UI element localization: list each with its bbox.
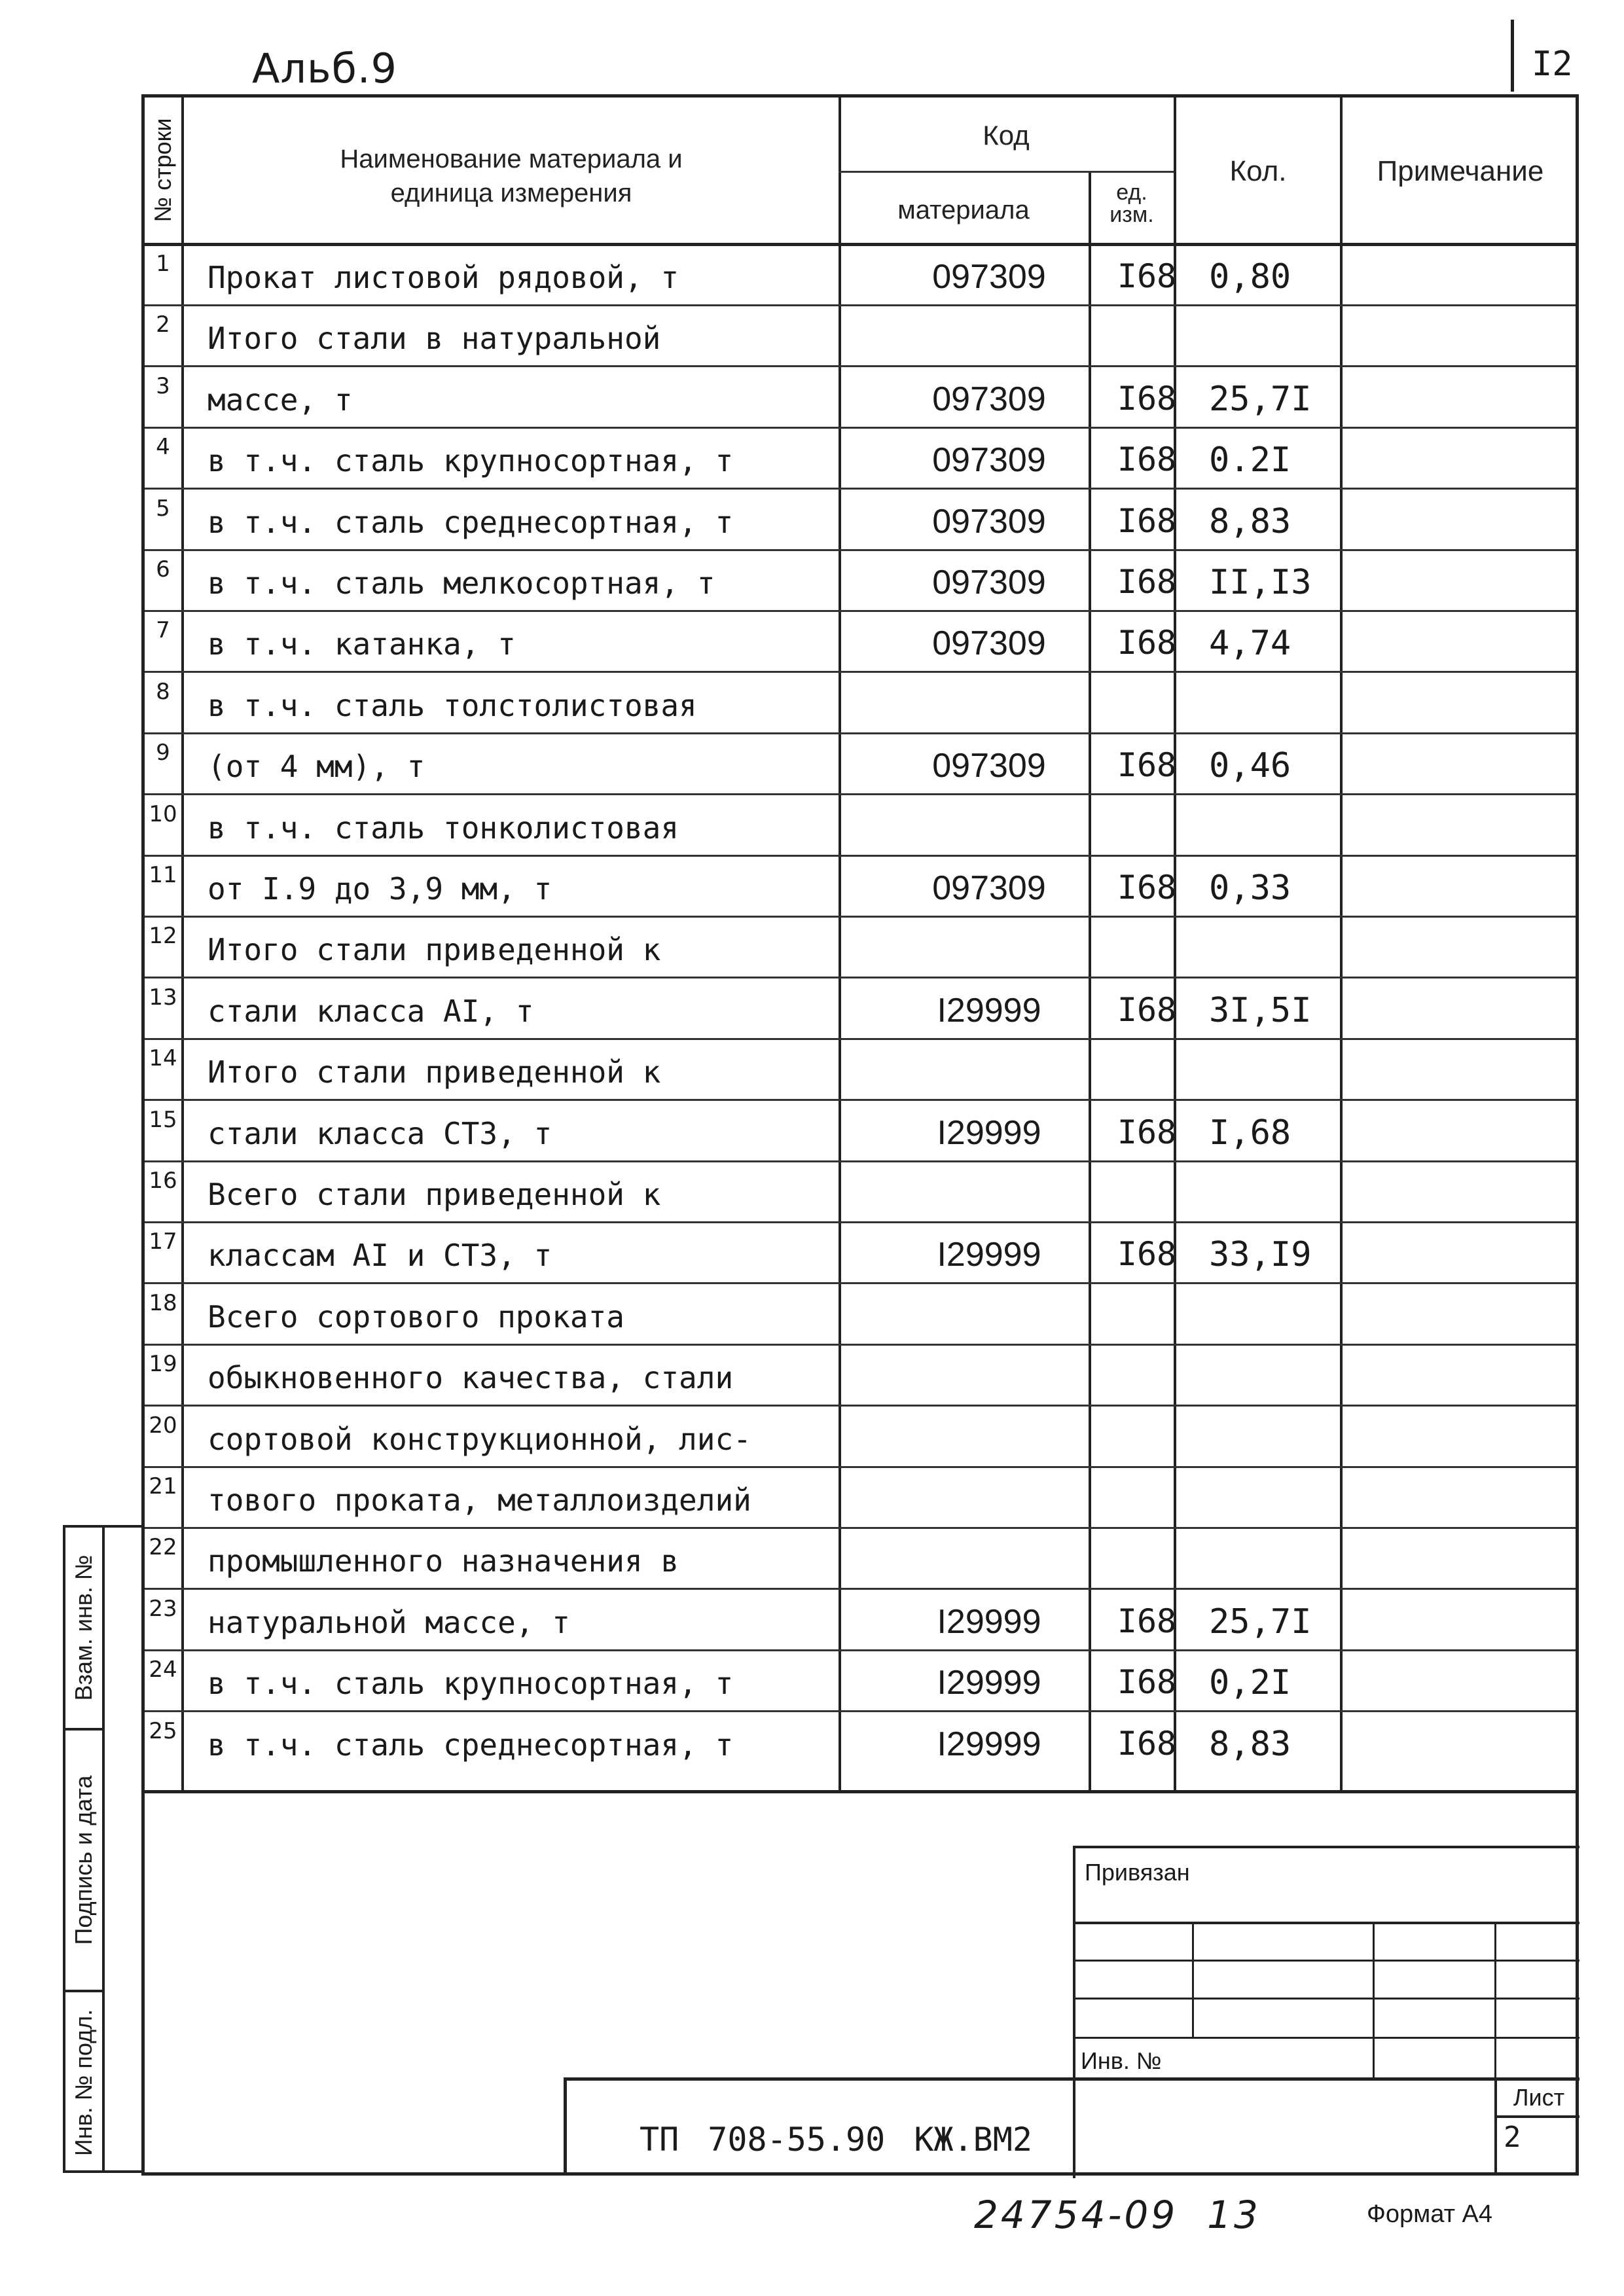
row-unit: I68 <box>1117 1602 1177 1640</box>
table-row <box>145 796 1576 857</box>
row-name: в т.ч. катанка, т <box>208 626 516 662</box>
row-name: натуральной массе, т <box>208 1604 570 1640</box>
row-number: 13 <box>149 984 177 1011</box>
row-name: Итого стали в натуральной <box>208 321 661 357</box>
table-row <box>145 429 1576 490</box>
row-unit: I68 <box>1117 869 1177 906</box>
row-number: 7 <box>156 617 170 644</box>
row-name: в т.ч. сталь крупносортная, т <box>208 443 734 479</box>
row-code: 097309 <box>932 624 1046 663</box>
row-number: 11 <box>149 862 177 888</box>
row-number: 19 <box>149 1351 177 1378</box>
table-row <box>145 490 1576 551</box>
row-qty: I,68 <box>1209 1113 1291 1153</box>
stamp-line <box>564 2077 567 2176</box>
row-code: I29999 <box>937 1664 1041 1702</box>
side-podpis: Подпись и дата <box>65 1731 102 1992</box>
row-qty: 25,7I <box>1209 1602 1312 1641</box>
row-number: 1 <box>156 251 170 277</box>
row-number: 3 <box>156 372 170 399</box>
table-row <box>145 673 1576 734</box>
stamp-line <box>1073 1846 1075 2178</box>
header-name: Наименование материала и единица измерения <box>340 145 683 207</box>
stamp-line <box>1494 1922 1496 2079</box>
row-name: в т.ч. сталь крупносортная, т <box>208 1666 734 1702</box>
table-row <box>145 368 1576 429</box>
row-name: в т.ч. сталь тонколистовая <box>208 810 679 846</box>
table-row <box>145 1040 1576 1101</box>
row-unit: I68 <box>1117 563 1177 601</box>
row-name: стали класса АI, т <box>208 993 534 1029</box>
row-qty: 25,7I <box>1209 379 1312 419</box>
row-number: 22 <box>149 1534 177 1561</box>
row-number: 25 <box>149 1717 177 1744</box>
row-unit: I68 <box>1117 1113 1177 1151</box>
side-inv-podl: Инв. № подл. <box>70 2009 97 2157</box>
row-name: от I.9 до 3,9 мм, т <box>208 871 552 906</box>
title-block <box>141 1793 1579 2176</box>
header-note: Примечание <box>1377 155 1544 187</box>
row-qty: 0,80 <box>1209 257 1291 296</box>
row-number: 9 <box>156 740 170 766</box>
row-number: 4 <box>156 434 170 461</box>
row-name: тового проката, металлоизделий <box>208 1482 751 1518</box>
row-number: 23 <box>149 1595 177 1622</box>
table-body <box>145 245 1576 1790</box>
row-unit: I68 <box>1117 624 1177 662</box>
row-number: 24 <box>149 1657 177 1683</box>
stamp-line <box>1073 1922 1579 1924</box>
row-qty: 8,83 <box>1209 1724 1291 1764</box>
table-row <box>145 918 1576 978</box>
table-row <box>145 1590 1576 1651</box>
row-code: 097309 <box>932 502 1046 541</box>
row-number: 5 <box>156 495 170 522</box>
row-name: (от 4 мм), т <box>208 749 425 785</box>
format-label: Формат А4 <box>1367 2200 1493 2228</box>
row-unit: I68 <box>1117 501 1177 540</box>
side-strip <box>63 1525 141 2173</box>
row-unit: I68 <box>1117 379 1177 418</box>
table-row <box>145 734 1576 795</box>
table-row <box>145 1102 1576 1162</box>
header-code: Код <box>983 120 1030 151</box>
stamp-line <box>1494 2077 1497 2176</box>
row-code: 097309 <box>932 441 1046 480</box>
row-number: 12 <box>149 923 177 950</box>
row-unit: I68 <box>1117 746 1177 785</box>
row-unit: I68 <box>1117 1724 1177 1763</box>
row-code: 097309 <box>932 564 1046 601</box>
stamp-list-value: 2 <box>1504 2121 1521 2154</box>
material-table <box>141 94 1579 1793</box>
row-unit: I68 <box>1117 257 1177 295</box>
row-number: 10 <box>149 800 177 827</box>
row-name: промышленного назначения в <box>208 1543 679 1579</box>
row-name: Всего стали приведенной к <box>208 1177 661 1212</box>
table-row <box>145 857 1576 918</box>
row-name: стали класса СТ3, т <box>208 1115 552 1151</box>
header-code-unit: ед. изм. <box>1110 180 1154 227</box>
header-code-material: материала <box>897 196 1030 224</box>
stamp-line <box>1494 2115 1579 2118</box>
row-qty: II,I3 <box>1209 563 1312 602</box>
table-row <box>145 1407 1576 1468</box>
row-unit: I68 <box>1117 990 1177 1029</box>
row-number: 2 <box>156 312 170 338</box>
stamp-line <box>1073 2037 1579 2039</box>
side-vzam: Взам. инв. № <box>65 1528 102 1731</box>
table-row <box>145 1713 1576 1774</box>
row-number: 18 <box>149 1289 177 1316</box>
stamp-list-label: Лист <box>1513 2084 1565 2111</box>
row-qty: 3I,5I <box>1209 990 1312 1030</box>
table-row <box>145 551 1576 612</box>
stamp-line <box>1073 1998 1579 2000</box>
row-code: I29999 <box>937 991 1041 1030</box>
row-code: I29999 <box>937 1236 1041 1274</box>
album-label: Альб.9 <box>252 45 397 92</box>
row-unit: I68 <box>1117 1663 1177 1702</box>
row-qty: 8,83 <box>1209 501 1291 541</box>
table-row <box>145 1651 1576 1712</box>
bottom-number: 24754-09 13 <box>974 2193 1261 2237</box>
row-name: массе, т <box>208 382 353 418</box>
row-code: I29999 <box>937 1725 1041 1763</box>
page-number-divider <box>1511 20 1514 92</box>
side-strip-divider <box>102 1528 105 2170</box>
row-name: Прокат листовой рядовой, т <box>208 260 679 295</box>
table-row <box>145 1346 1576 1407</box>
stamp-line <box>1373 1922 1375 2079</box>
table-row <box>145 1285 1576 1346</box>
row-name: классам АI и СТ3, т <box>208 1238 552 1274</box>
row-unit: I68 <box>1117 1235 1177 1274</box>
table-row <box>145 1468 1576 1529</box>
row-name: Итого стали приведенной к <box>208 932 661 968</box>
stamp-privyazan: Привязан <box>1085 1859 1190 1886</box>
row-unit: I68 <box>1117 440 1177 479</box>
table-row <box>145 1529 1576 1590</box>
row-code: 097309 <box>932 380 1046 418</box>
stamp-line <box>1192 1922 1194 2037</box>
table-row <box>145 306 1576 367</box>
row-code: I29999 <box>937 1602 1041 1641</box>
code-header-divider <box>839 171 1174 173</box>
row-number: 8 <box>156 678 170 705</box>
stamp-line <box>1073 1960 1579 1962</box>
row-number: 20 <box>149 1412 177 1439</box>
row-name: сортовой конструкционной, лис- <box>208 1421 751 1457</box>
row-number: 14 <box>149 1045 177 1072</box>
row-name: в т.ч. сталь толстолистовая <box>208 687 697 723</box>
row-number: 21 <box>149 1473 177 1499</box>
table-row <box>145 612 1576 673</box>
row-qty: 4,74 <box>1209 624 1291 664</box>
stamp-doc-code: ТП 708-55.90 КЖ.ВМ2 <box>640 2121 1032 2159</box>
row-name: в т.ч. сталь среднесортная, т <box>208 504 734 540</box>
row-code: 097309 <box>932 747 1046 785</box>
stamp-line <box>564 2077 1579 2081</box>
page-number: I2 <box>1532 45 1573 84</box>
row-qty: 0,46 <box>1209 746 1291 786</box>
row-name: Всего сортового проката <box>208 1299 624 1335</box>
row-name: в т.ч. сталь среднесортная, т <box>208 1727 734 1763</box>
header-row-no: № строки <box>149 118 176 223</box>
row-code: I29999 <box>937 1113 1041 1152</box>
header-qty: Кол. <box>1229 155 1287 187</box>
row-number: 16 <box>149 1168 177 1194</box>
row-qty: 0.2I <box>1209 440 1291 480</box>
row-number: 15 <box>149 1106 177 1133</box>
row-code: 097309 <box>932 869 1046 907</box>
row-qty: 0,2I <box>1209 1663 1291 1703</box>
row-name: обыкновенного качества, стали <box>208 1360 734 1396</box>
row-qty: 33,I9 <box>1209 1235 1312 1275</box>
row-name: Итого стали приведенной к <box>208 1054 661 1090</box>
table-row <box>145 245 1576 306</box>
row-number: 17 <box>149 1229 177 1255</box>
stamp-inv-no: Инв. № <box>1081 2047 1162 2074</box>
row-number: 6 <box>156 556 170 583</box>
stamp-line <box>1073 1846 1579 1848</box>
row-code: 097309 <box>932 258 1046 296</box>
table-row <box>145 1162 1576 1223</box>
table-row <box>145 1223 1576 1284</box>
row-qty: 0,33 <box>1209 869 1291 908</box>
row-name: в т.ч. сталь мелкосортная, т <box>208 565 715 601</box>
table-row <box>145 979 1576 1040</box>
